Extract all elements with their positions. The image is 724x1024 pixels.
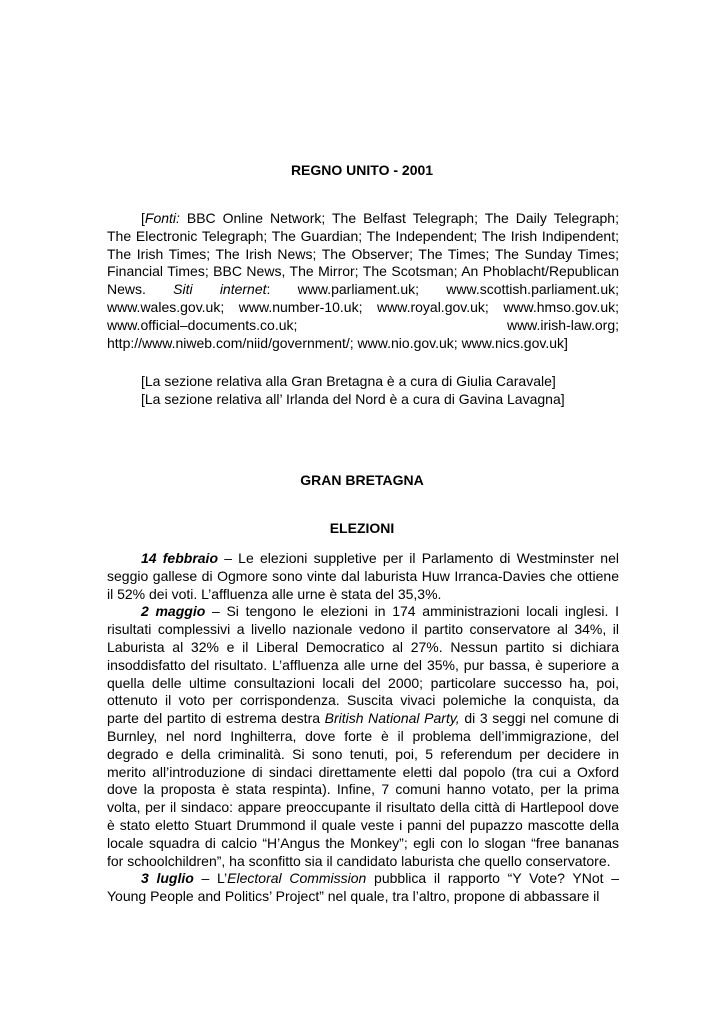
entry-text: – L’ <box>193 870 228 887</box>
entry-date: 14 febbraio <box>141 550 218 566</box>
entry-text: – Si tengono le elezioni in 174 amministrazioni locali inglesi. I risultati complessivi a livello nazionale vedono il partito conservatore al 34%, il Laburista al 32% e il Liberal Democratico al 27%. Nessun partito si dichiara insoddisfatto del risultato. L’affluenza alle urne del 35%, pur bassa, è superiore a quella delle ultime consultazioni locali del 2000; particolare successo ha, poi, ottenuto il voto per corrispondenza. Suscita vivaci polemiche la conquista, da parte del partito di estrema destra <box>107 603 619 727</box>
entry-date: 2 maggio <box>141 603 206 620</box>
commission-name: Electoral Commission <box>227 870 367 887</box>
subsection-heading: ELEZIONI <box>329 520 395 536</box>
entry-text: pubblica il rapporto “Y Vote? YNot – Young People and Politics’ Project” nel quale, tra l’altro, propone di abbassare il <box>107 870 620 905</box>
entry-date: 3 luglio <box>141 870 194 887</box>
page-title: REGNO UNITO - 2001 <box>290 162 434 178</box>
sources-label: Fonti: <box>144 210 180 226</box>
sources-internet-text: : www.parliament.uk; www.scottish.parliament.uk; www.wales.gov.uk; www.number-10.uk; www.royal.gov.uk; www.hmso.gov.uk; www.official–documents.co.uk; www.irish-law.org; http://www.niweb.com/niid/government/; www.nio.gov.uk; www.nics.gov.uk] <box>107 281 619 351</box>
elections-entries <box>107 550 619 906</box>
credit-northern-ireland: [La sezione relativa all’ Irlanda del Nord è a cura di Gavina Lavagna] <box>141 391 565 407</box>
entry-february <box>107 550 619 603</box>
credit-great-britain: [La sezione relativa alla Gran Bretagna è a cura di Giulia Caravale] <box>141 373 556 389</box>
sources-internet-label: Siti internet <box>173 281 267 298</box>
entry-may <box>107 603 619 870</box>
sources-paragraph <box>107 210 619 352</box>
sources-text: BBC Online Network; The Belfast Telegraph; The Daily Telegraph; The Electronic Telegraph; The Guardian; The Independent; The Irish Indipendent; The Irish Times; The Irish News; The Observer; The Times; The Sunday Times; Financial Times; BBC News, The Mirror; The Scotsman; An Phoblacht/Republican News. <box>107 210 619 298</box>
entry-text: di 3 seggi nel comune di Burnley, nel nord Inghilterra, dove forte è il problema dell’immigrazione, del degrado e della criminalità. Si sono tenuti, poi, 5 referendum per decidere in merito all’introduzione di sindaci direttamente eletti dal popolo (tra cui a Oxford dove la proposta è stata respinta). Infine, 7 comuni hanno votato, per la prima volta, per il sindaco: appare preoccupante il risultato della città di Hartlepool dove è stato eletto Stuart Drummond il quale veste i panni del pupazzo mascotte della locale squadra di calcio “H’Angus the Monkey”; egli con lo slogan “free bananas for schoolchildren”, ha sconfitto sia il candidato laburista che quello conservatore. <box>107 710 619 869</box>
section-heading: GRAN BRETAGNA <box>300 472 424 488</box>
party-name: British National Party, <box>324 710 460 727</box>
sources-open-bracket: [ <box>141 210 145 226</box>
entry-july <box>107 870 619 906</box>
entry-text: – Le elezioni suppletive per il Parlamento di Westminster nel seggio gallese di Ogmore sono vinte dal laburista Huw Irranca-Davies che ottiene il 52% dei voti. L’affluenza alle urne è stata del 35,3%. <box>107 550 619 602</box>
